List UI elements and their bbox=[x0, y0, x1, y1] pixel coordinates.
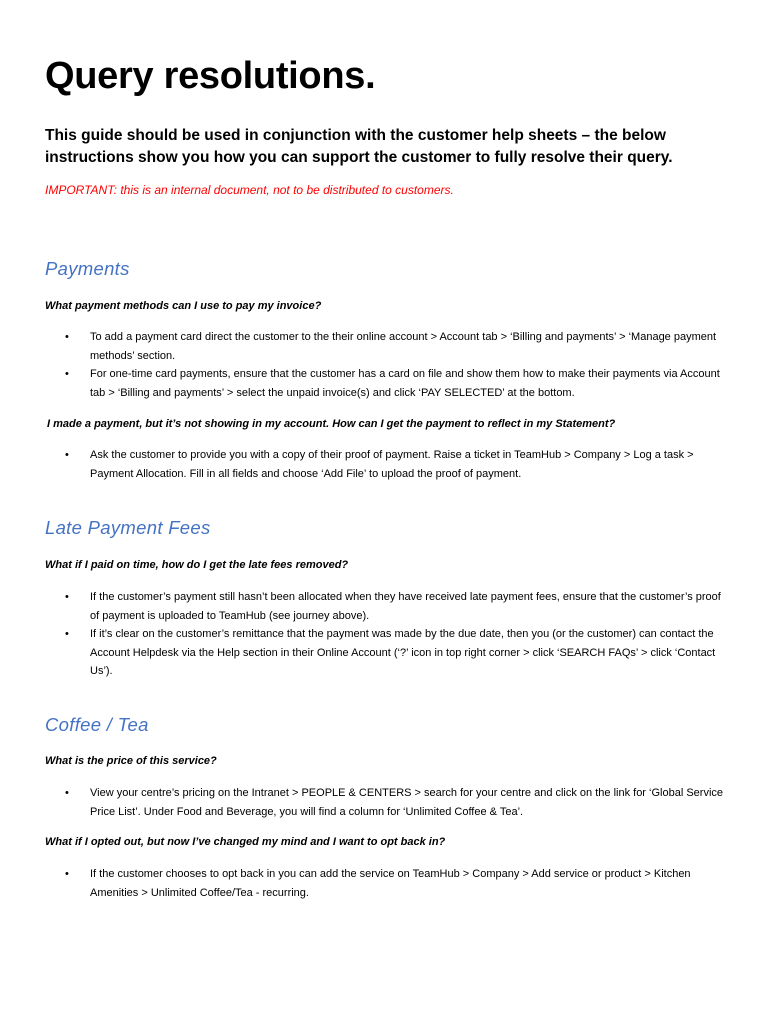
section-heading-late-payment-fees: Late Payment Fees bbox=[45, 517, 211, 538]
bullet-list-service-price bbox=[65, 784, 725, 821]
list-item: • If it’s clear on the customer’s remittance that the payment was made by the due date, then you (or the customer) can contact the Account Helpdesk via the Help section in their Online Account (‘?’ icon in top right corner > click ‘SEARCH FAQs’ > click ‘Contact Us’). bbox=[65, 625, 725, 681]
question-late-fees-removed: What if I paid on time, how do I get the late fees removed? bbox=[45, 559, 349, 571]
list-item: • Ask the customer to provide you with a copy of their proof of payment. Raise a ticket in TeamHub > Company > Log a task > Payment Allocation. Fill in all fields and choose ‘Add File’ to upload the proof of payment. bbox=[65, 446, 725, 483]
list-item: • If the customer’s payment still hasn’t been allocated when they have received late payment fees, ensure that the customer’s proof of payment is uploaded to TeamHub (see journey above). bbox=[65, 588, 725, 625]
important-notice: IMPORTANT: this is an internal document, not to be distributed to customers. bbox=[45, 183, 454, 197]
list-item: • If the customer chooses to opt back in you can add the service on TeamHub > Company > Add service or product > Kitchen Amenities > Unlimited Coffee/Tea - recurring. bbox=[65, 865, 725, 902]
bullet-list-late-fees bbox=[65, 588, 725, 681]
bullet-list-opt-back-in bbox=[65, 865, 725, 902]
question-opt-back-in: What if I opted out, but now I’ve changed my mind and I want to opt back in? bbox=[45, 836, 446, 848]
page-title: Query resolutions. bbox=[45, 55, 376, 97]
list-item: • For one-time card payments, ensure that the customer has a card on file and show them how to make their payments via Account tab > ‘Billing and payments’ > select the unpaid invoice(s) and click ‘PAY SELECTED’ at the bottom. bbox=[65, 365, 725, 402]
section-heading-coffee-tea: Coffee / Tea bbox=[45, 714, 149, 735]
intro-paragraph: This guide should be used in conjunction with the customer help sheets – the below instructions show you how you can support the customer to fully resolve their query. bbox=[45, 127, 673, 166]
section-heading-payments: Payments bbox=[45, 258, 130, 279]
question-service-price: What is the price of this service? bbox=[45, 755, 217, 767]
bullet-list-payment-methods bbox=[65, 328, 725, 402]
list-item: • To add a payment card direct the customer to the their online account > Account tab > ‘Billing and payments’ > ‘Manage payment methods’ section. bbox=[65, 328, 725, 365]
question-payment-methods: What payment methods can I use to pay my invoice? bbox=[45, 300, 322, 312]
list-item: • View your centre’s pricing on the Intranet > PEOPLE & CENTERS > search for your centre and click on the link for ‘Global Service Price List’. Under Food and Beverage, you will find a column for ‘Unlimited Coffee & Tea’. bbox=[65, 784, 725, 821]
question-payment-not-showing: I made a payment, but it’s not showing in my account. How can I get the payment to reflect in my Statement? bbox=[47, 418, 616, 430]
bullet-list-payment-not-showing bbox=[65, 446, 725, 483]
